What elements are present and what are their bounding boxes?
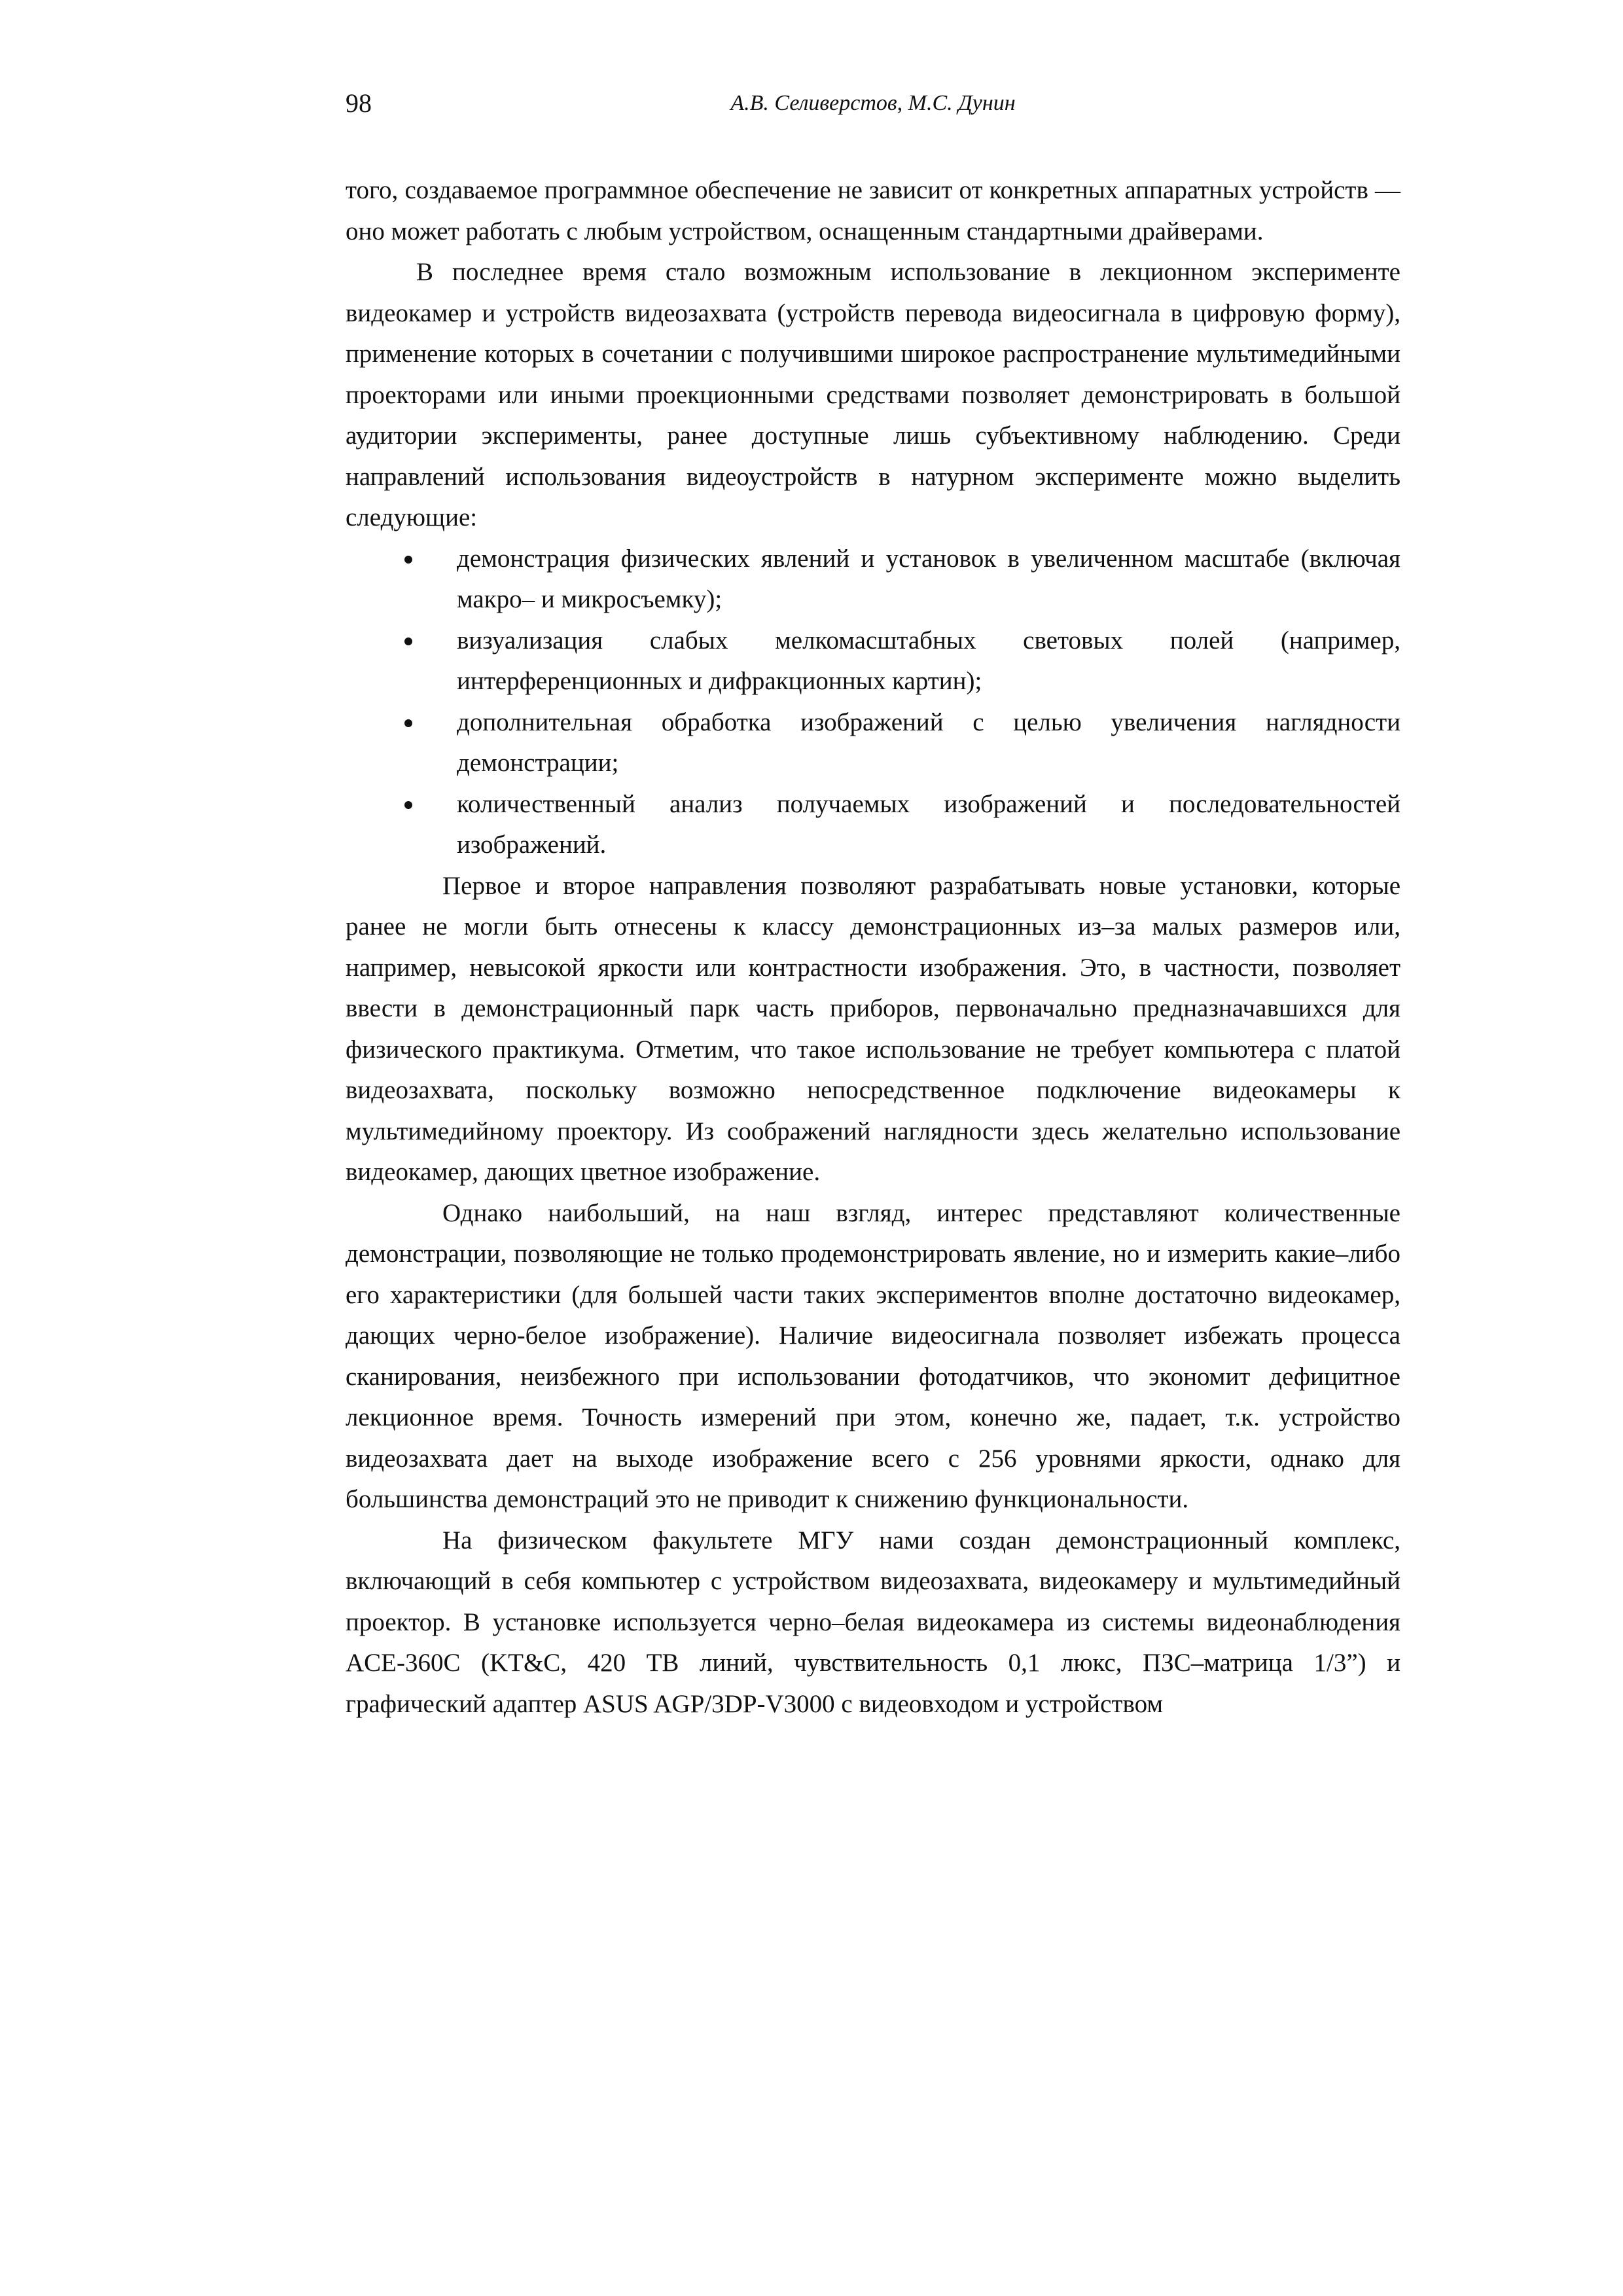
paragraph-5: На физическом факультете МГУ нами создан демонстрационный комплекс, включающий в себя компьютер с устройством видеозахвата, видеокамеру и мультимедийный проектор. В установке используется черно–белая видеокамера из системы видеонаблюдения ACE-360C (KT&C, 420 ТВ линий, чувствительность 0,1 люкс, ПЗС–матрица 1/3”) и графический адаптер ASUS AGP/3DP-V3000 с видеовходом и устройством bbox=[346, 1526, 1400, 1718]
bullet-text: количественный анализ получаемых изображений и последовательностей изображений. bbox=[457, 789, 1400, 859]
paragraph-2: В последнее время стало возможным использование в лекционном эксперименте видеокамер и устройств видеозахвата (устройств перевода видеосигнала в цифровую форму), применение которых в сочетании с получившими широкое распространение мультимедийными проекторами или иными проекционными средствами позволяет демонстрировать в большой аудитории эксперименты, ранее доступные лишь субъективному наблюдению. Среди направлений использования видеоустройств в натурном эксперименте можно выделить следующие: bbox=[346, 258, 1400, 531]
page-header bbox=[346, 84, 1400, 123]
bullet-item-4 bbox=[346, 784, 1400, 866]
bullet-icon bbox=[404, 556, 412, 564]
bullet-list bbox=[346, 539, 1400, 866]
page-number: 98 bbox=[346, 88, 372, 118]
bullet-item-3 bbox=[346, 702, 1400, 784]
bullet-item-1 bbox=[346, 539, 1400, 620]
bullet-icon bbox=[404, 801, 412, 809]
paragraph-1: того, создаваемое программное обеспечение не зависит от конкретных аппаратных устройств — оно может работать с любым устройством, оснащенным стандартными драйверами. bbox=[346, 176, 1400, 245]
running-head: А.В. Селиверстов, М.С. Дунин bbox=[730, 91, 1016, 115]
body-text bbox=[346, 170, 1400, 1725]
paragraph-4: Однако наибольший, на наш взгляд, интерес представляют количественные демонстрации, позволяющие не только продемонстрировать явление, но и измерить какие–либо его характеристики (для большей части таких экспериментов вполне достаточно видеокамер, дающих черно-белое изображение). Наличие видеосигнала позволяет избежать процесса сканирования, неизбежного при использовании фотодатчиков, что экономит дефицитное лекционное время. Точность измерений при этом, конечно же, падает, т.к. устройство видеозахвата дает на выходе изображение всего с 256 уровнями яркости, однако для большинства демонстраций это не приводит к снижению функциональности. bbox=[346, 1198, 1400, 1513]
paragraph-3: Первое и второе направления позволяют разрабатывать новые установки, которые ранее не могли быть отнесены к классу демонстрационных из–за малых размеров или, например, невысокой яркости или контрастности изображения. Это, в частности, позволяет ввести в демонстрационный парк часть приборов, первоначально предназначавшихся для физического практикума. Отметим, что такое использование не требует компьютера с платой видеозахвата, поскольку возможно непосредственное подключение видеокамеры к мультимедийному проектору. Из соображений наглядности здесь желательно использование видеокамер, дающих цветное изображение. bbox=[346, 871, 1400, 1186]
bullet-text: демонстрация физических явлений и установок в увеличенном масштабе (включая макро– и микросъемку); bbox=[457, 544, 1400, 613]
bullet-item-2 bbox=[346, 620, 1400, 702]
bullet-icon bbox=[404, 637, 412, 645]
bullet-text: визуализация слабых мелкомасштабных световых полей (например, интерференционных и дифракционных картин); bbox=[457, 626, 1400, 695]
bullet-icon bbox=[404, 719, 412, 727]
bullet-text: дополнительная обработка изображений с целью увеличения наглядности демонстрации; bbox=[457, 708, 1400, 777]
